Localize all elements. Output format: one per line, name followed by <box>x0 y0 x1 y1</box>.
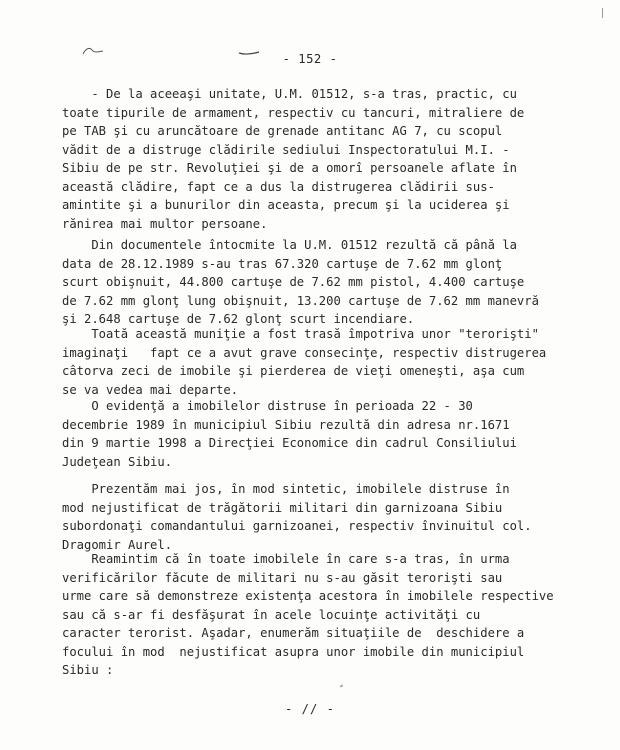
text-line: câtorva zeci de imobile şi pierderea de vieţi omeneşti, aşa cum <box>62 364 525 378</box>
text-line: caracter terorist. Aşadar, enumerăm situaţiile de deschidere a <box>62 626 525 640</box>
text-line: imaginaţi fapt ce a avut grave consecinţe, respectiv distrugerea <box>62 345 547 360</box>
text-line: focului în mod nejustificat asupra unor imobile din municipiul <box>62 644 525 659</box>
text-line: sau că s-ar fi desfăşurat în acele locuinţe activităţi cu <box>62 607 481 622</box>
paragraph-2 <box>62 236 602 329</box>
text-line: toate tipurile de armament, respectiv cu tancuri, mitraliere de <box>62 105 525 120</box>
paragraph-1 <box>62 85 602 233</box>
text-line: data de 28.12.1989 s-au tras 67.320 cartuşe de 7.62 mm glonţ <box>62 256 503 271</box>
paragraph-5 <box>62 480 602 554</box>
text-line: Reamintim că în toate imobilele în care s-a tras, în urma <box>62 552 510 566</box>
text-line: Judeţean Sibiu. <box>62 454 173 469</box>
text-line: O evidenţă a imobilelor distruse în perioada 22 - 30 <box>62 399 473 413</box>
text-line: Toată această muniţie a fost trasă împotriva unor "terorişti" <box>62 327 539 341</box>
text-line: mod nejustificat de trăgătorii militari din garnizoana Sibiu <box>62 500 503 515</box>
corner-mark <box>602 8 607 18</box>
paragraph-6 <box>62 550 602 680</box>
text-line: această clădire, fapt ce a dus la distrugerea clădirii sus- <box>62 179 495 194</box>
text-line: rănirea mai multor persoane. <box>62 216 268 231</box>
text-line: amintite şi a bunurilor din aceasta, precum şi la uciderea şi <box>62 198 510 212</box>
text-line: decembrie 1989 în municipiul Sibiu rezultă din adresa nr.1671 <box>62 417 510 432</box>
text-line: - De la aceeaşi unitate, U.M. 01512, s-a tras, practic, cu <box>62 87 517 101</box>
paragraph-4 <box>62 397 602 471</box>
text-line: pe TAB şi cu aruncătoare de grenade antitanc AG 7, cu scopul <box>62 124 503 138</box>
text-line: Prezentăm mai jos, în mod sintetic, imobilele distruse în <box>62 482 510 496</box>
text-line: scurt obişnuit, 44.800 cartuşe de 7.62 mm pistol, 4.400 cartuşe <box>62 275 525 289</box>
page-footer-mark: - // - <box>284 702 336 716</box>
text-line: vădit de a distruge clădirile sediului Inspectoratului M.I. - <box>62 142 510 157</box>
stray-mark <box>340 684 344 687</box>
text-line: Dragomir Aurel. <box>62 537 173 552</box>
text-line: subordonaţi comandantului garnizoanei, respectiv învinuitul col. <box>62 519 532 533</box>
text-line: din 9 martie 1998 a Direcţiei Economice din cadrul Consiliului <box>62 436 517 450</box>
text-line: Sibiu : <box>62 663 114 677</box>
text-line: Sibiu de pe str. Revoluţiei şi de a omorî persoanele aflate în <box>62 161 517 175</box>
page-number: - 152 - <box>282 52 338 66</box>
text-line: verificărilor făcute de militari nu s-au găsit terorişti sau <box>62 570 503 585</box>
text-line: de 7.62 mm glonţ lung obişnuit, 13.200 cartuşe de 7.62 mm manevră <box>62 293 539 308</box>
text-line: urme care să demonstreze existenţa acestora în imobilele respective <box>62 589 554 603</box>
text-line: şi 2.648 cartuşe de 7.62 glonţ scurt incendiare. <box>62 312 415 326</box>
text-line: Din documentele întocmite la U.M. 01512 rezultă că până la <box>62 238 517 252</box>
paragraph-3 <box>62 325 602 399</box>
text-line: se va vedea mai departe. <box>62 382 239 397</box>
